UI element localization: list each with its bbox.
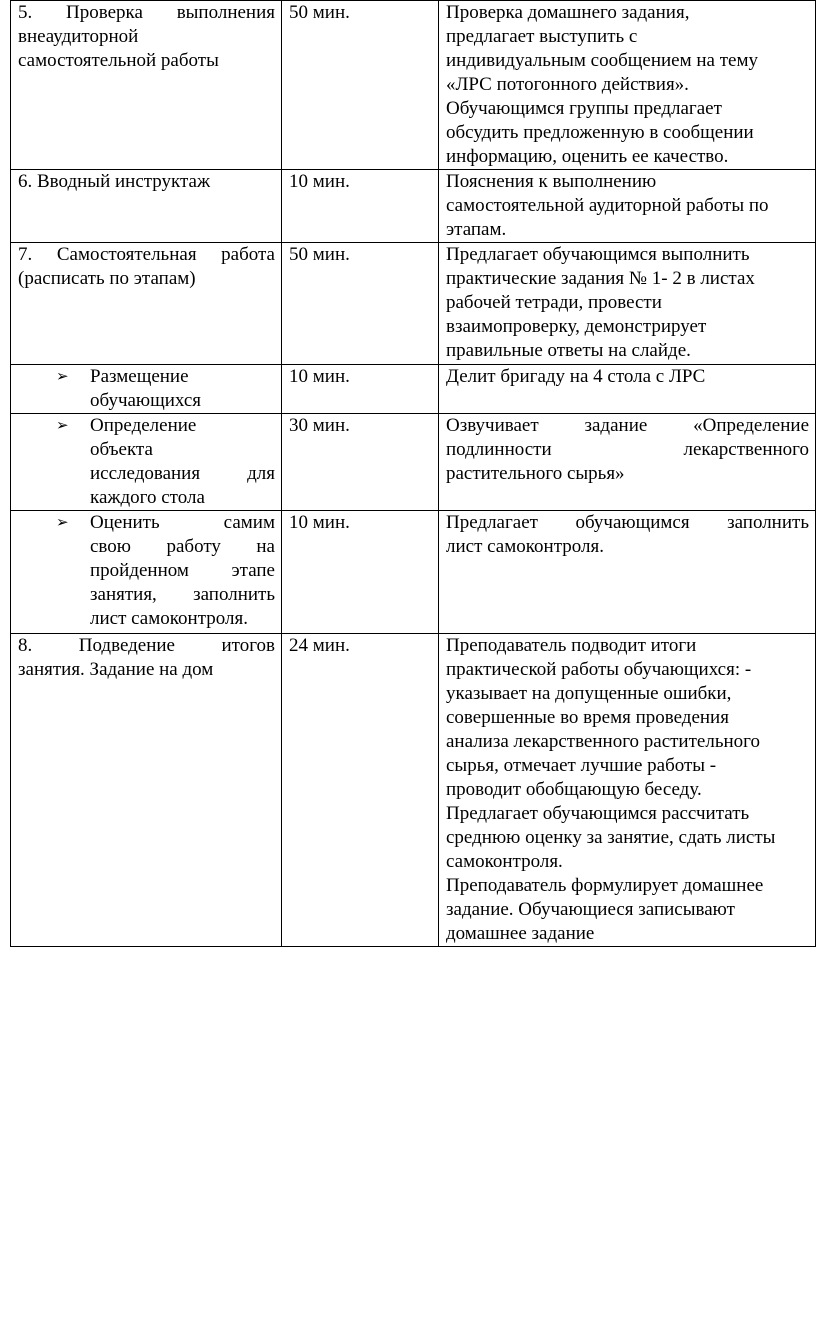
description-line: предлагает выступить с (446, 26, 638, 47)
description-cell (439, 170, 816, 243)
stage-cell (11, 170, 282, 243)
description-line: самостоятельной аудиторной работы по (446, 195, 769, 216)
stage-line: исследования для (90, 463, 275, 484)
description-line: проводит обобщающую беседу. (446, 779, 702, 800)
stage-line: 8. Подведение итогов (18, 635, 275, 656)
description-line: подлинности лекарственного (446, 439, 809, 460)
description-line: информацию, оценить ее качество. (446, 146, 729, 167)
description-line: взаимопроверку, демонстрирует (446, 316, 707, 337)
description-line: указывает на допущенные ошибки, (446, 683, 732, 704)
stage-line: 5. Проверка выполнения (18, 2, 275, 23)
table-row (11, 243, 816, 365)
stage-cell (11, 634, 282, 947)
stage-cell (11, 511, 282, 634)
description-line: правильные ответы на слайде. (446, 340, 691, 361)
stage-line: 7. Самостоятельная работа (18, 244, 275, 265)
table-row (11, 170, 816, 243)
description-cell (439, 243, 816, 365)
arrow-bullet-icon: ➢ (56, 369, 69, 385)
description-line: совершенные во время проведения (446, 707, 729, 728)
stage-line: обучающихся (90, 390, 202, 411)
description-line: анализа лекарственного растительного (446, 731, 760, 752)
arrow-bullet-icon: ➢ (56, 418, 69, 434)
table-row (11, 511, 816, 634)
description-line: практической работы обучающихся: - (446, 659, 752, 680)
stage-line: Определение (90, 415, 197, 436)
stage-line: пройденном этапе (90, 560, 275, 581)
table-row (11, 1, 816, 170)
stage-line: внеаудиторной (18, 26, 139, 47)
description-line: Обучающимся группы предлагает (446, 98, 722, 119)
stage-line: лист самоконтроля. (90, 608, 248, 629)
description-line: Преподаватель подводит итоги (446, 635, 697, 656)
time-cell: 50 мин. (282, 1, 439, 170)
stage-line: свою работу на (90, 536, 275, 557)
lesson-plan-table (10, 0, 816, 947)
description-line: Предлагает обучающимся заполнить (446, 512, 809, 533)
time-cell: 10 мин. (282, 511, 439, 634)
description-cell (439, 634, 816, 947)
time-cell: 10 мин. (282, 365, 439, 414)
time-cell: 50 мин. (282, 243, 439, 365)
time-cell: 24 мин. (282, 634, 439, 947)
description-cell (439, 365, 816, 414)
stage-line: (расписать по этапам) (18, 268, 196, 289)
description-line: сырья, отмечает лучшие работы - (446, 755, 717, 776)
description-line: индивидуальным сообщением на тему (446, 50, 758, 71)
time-cell: 30 мин. (282, 414, 439, 511)
arrow-bullet-icon: ➢ (56, 515, 69, 531)
description-cell (439, 1, 816, 170)
description-line: рабочей тетради, провести (446, 292, 662, 313)
stage-line: Оценить самим (90, 512, 275, 533)
stage-line: объекта (90, 439, 153, 460)
table-row (11, 365, 816, 414)
description-line: Предлагает обучающимся рассчитать (446, 803, 750, 824)
description-line: Делит бригаду на 4 стола с ЛРС (446, 366, 706, 387)
description-line: самоконтроля. (446, 851, 563, 872)
stage-line: занятия, заполнить (90, 584, 275, 605)
description-line: лист самоконтроля. (446, 536, 604, 557)
description-line: Предлагает обучающимся выполнить (446, 244, 750, 265)
description-cell (439, 414, 816, 511)
description-line: среднюю оценку за занятие, сдать листы (446, 827, 776, 848)
description-line: «ЛРС потогонного действия». (446, 74, 689, 95)
table-row (11, 414, 816, 511)
stage-cell (11, 414, 282, 511)
description-line: домашнее задание (446, 923, 595, 944)
stage-line: Размещение (90, 366, 189, 387)
description-cell (439, 511, 816, 634)
stage-line: самостоятельной работы (18, 50, 219, 71)
stage-line: каждого стола (90, 487, 205, 508)
stage-cell (11, 243, 282, 365)
stage-line: 6. Вводный инструктаж (18, 171, 211, 192)
stage-cell (11, 365, 282, 414)
stage-line: занятия. Задание на дом (18, 659, 214, 680)
description-line: Проверка домашнего задания, (446, 2, 690, 23)
description-line: практические задания № 1- 2 в листах (446, 268, 755, 289)
description-line: растительного сырья» (446, 463, 625, 484)
description-line: Пояснения к выполнению (446, 171, 657, 192)
time-cell: 10 мин. (282, 170, 439, 243)
table-row (11, 634, 816, 947)
stage-cell (11, 1, 282, 170)
description-line: Преподаватель формулирует домашнее (446, 875, 764, 896)
description-line: обсудить предложенную в сообщении (446, 122, 754, 143)
description-line: Озвучивает задание «Определение (446, 415, 809, 436)
description-line: этапам. (446, 219, 507, 240)
description-line: задание. Обучающиеся записывают (446, 899, 735, 920)
